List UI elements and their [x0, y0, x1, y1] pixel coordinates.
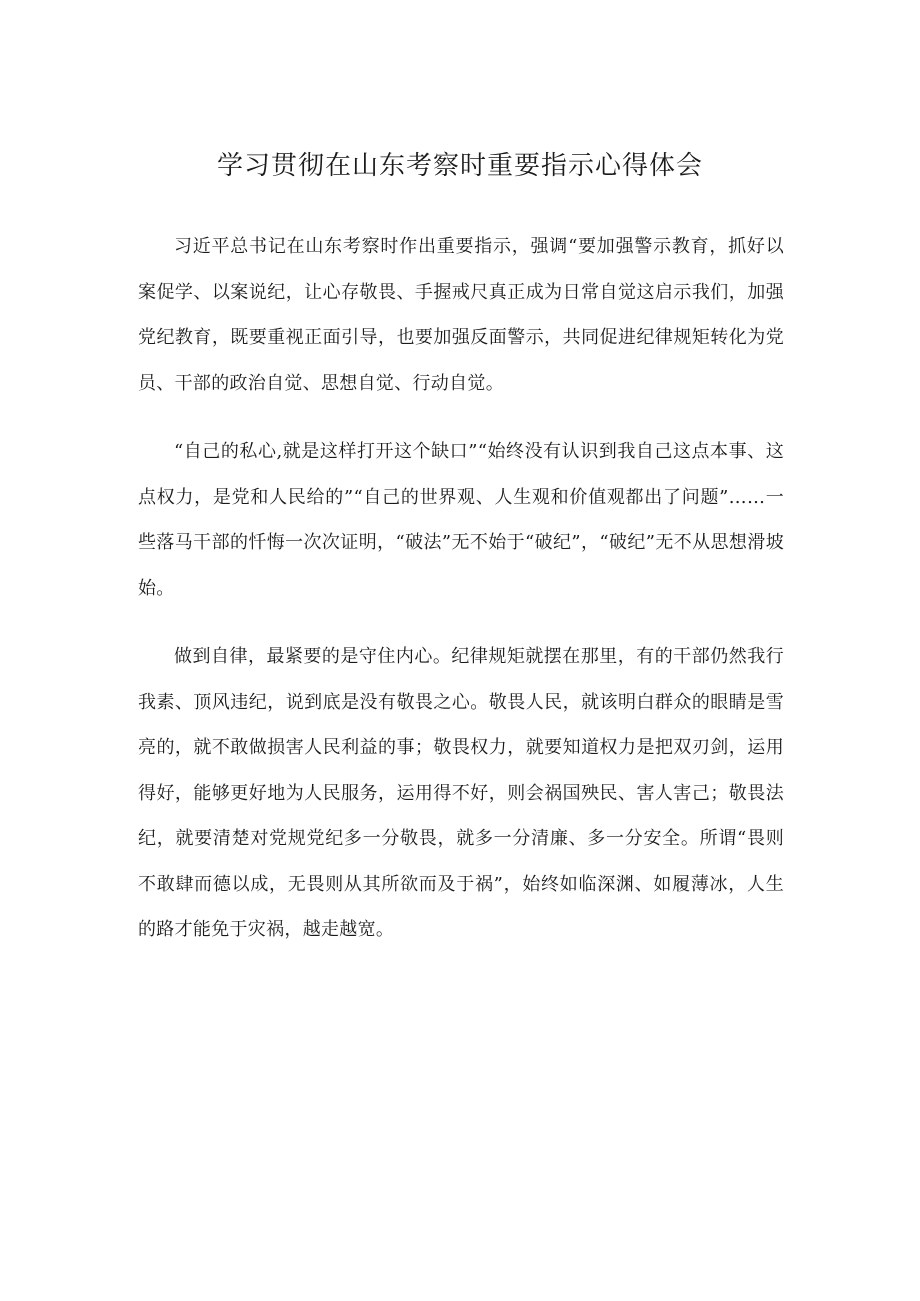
document-body — [138, 224, 784, 953]
paragraph-3: 做到自律，最紧要的是守住内心。纪律规矩就摆在那里，有的干部仍然我行我素、顶风违纪，说到底是没有敬畏之心。敬畏人民，就该明白群众的眼睛是雪亮的，就不敢做损害人民利益的事；敬畏权力，就要知道权力是把双刃剑，运用得好，能够更好地为人民服务，运用得不好，则会祸国殃民、害人害己；敬畏法纪，就要清楚对党规党纪多一分敬畏，就多一分清廉、多一分安全。所谓“畏则不敢肆而德以成，无畏则从其所欲而及于祸”，始终如临深渊、如履薄冰，人生的路才能免于灾祸，越走越宽。 — [138, 646, 784, 940]
paragraph-2: “自己的私心,就是这样打开这个缺口”“始终没有认识到我自己这点本事、这点权力，是党和人民给的”“自己的世界观、人生观和价值观都出了问题”……一些落马干部的忏悔一次次证明，“破法”无不始于“破纪”，“破纪”无不从思想滑坡始。 — [138, 441, 784, 599]
paragraph-1: 习近平总书记在山东考察时作出重要指示，强调“要加强警示教育，抓好以案促学、以案说纪，让心存敬畏、手握戒尺真正成为日常自觉这启示我们，加强党纪教育，既要重视正面引导，也要加强反面警示，共同促进纪律规矩转化为党员、干部的政治自觉、思想自觉、行动自觉。 — [138, 236, 784, 394]
document-title: 学习贯彻在山东考察时重要指示心得体会 — [216, 151, 703, 181]
